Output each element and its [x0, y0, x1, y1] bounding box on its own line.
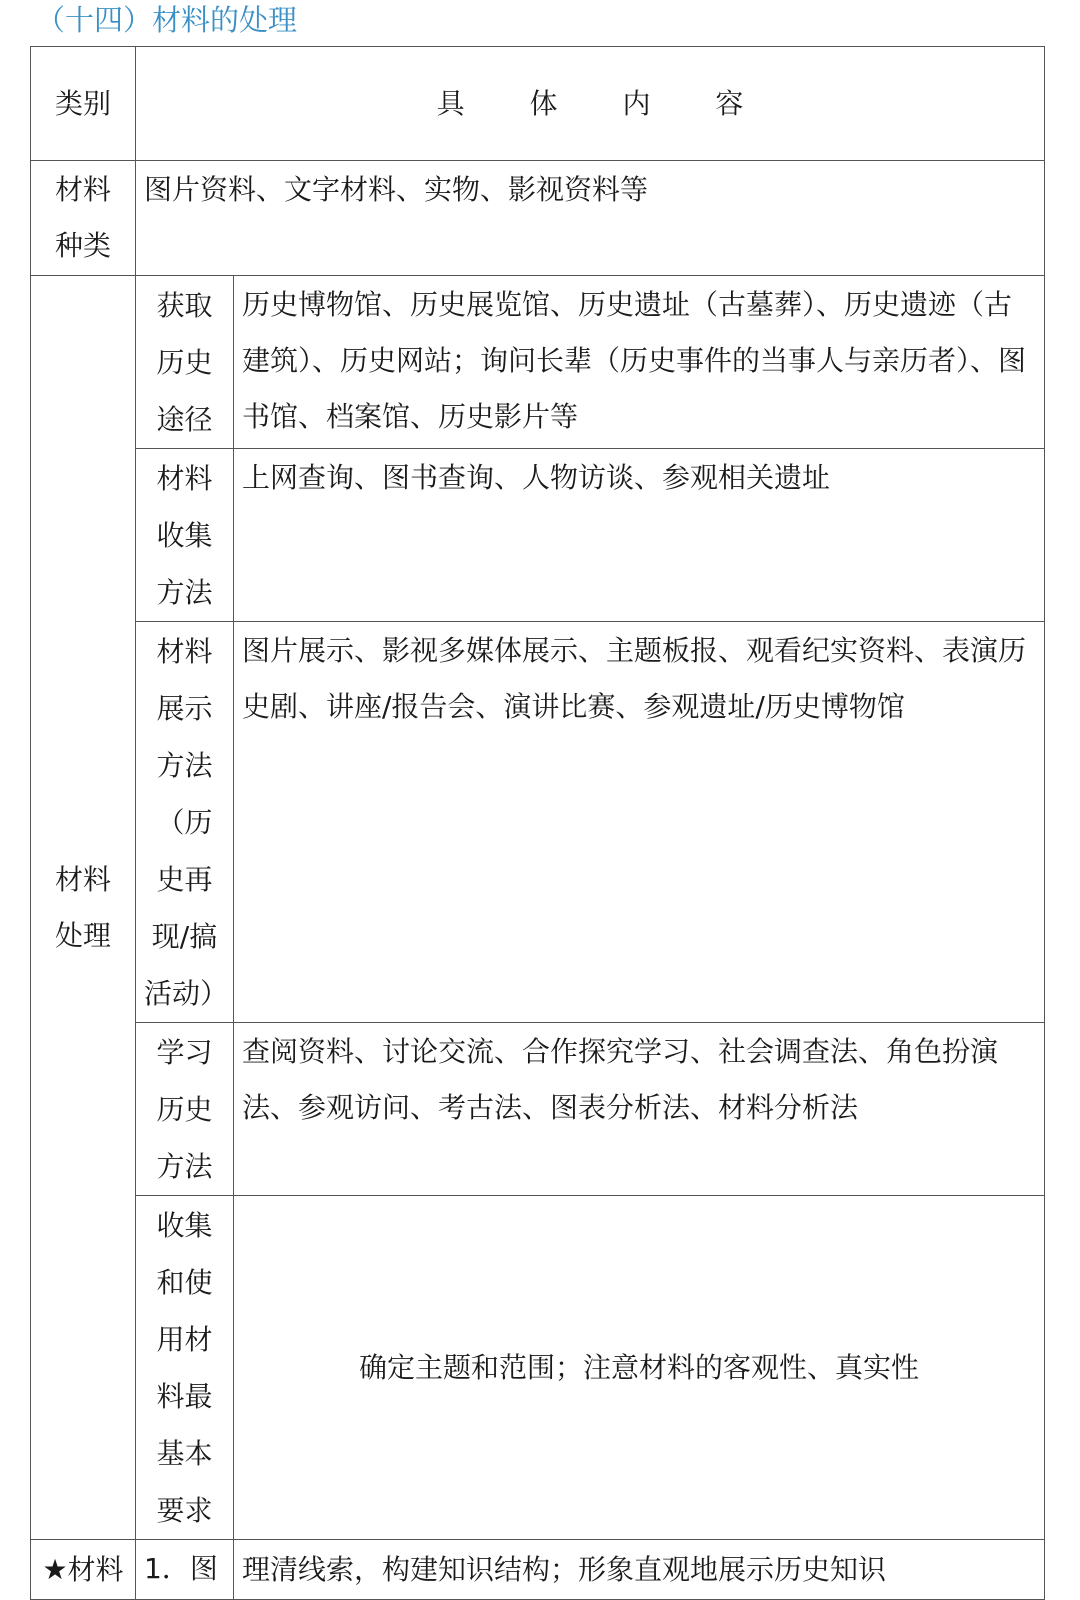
basic-requirement-content: 确定主题和范围；注意材料的客观性、真实性	[359, 1350, 920, 1384]
study-method-label-cell	[136, 1023, 234, 1196]
material-types-category-cell	[31, 161, 136, 276]
header-content-cell	[136, 47, 1045, 161]
collect-method-content-cell	[234, 449, 1045, 622]
display-method-content-cell	[234, 622, 1045, 1023]
material-types-content: 图片资料、文字材料、实物、影视资料等	[144, 173, 649, 206]
material-types-row	[31, 161, 1045, 276]
header-content-label: 具 体 内 容	[436, 86, 772, 120]
table-row	[31, 1196, 1045, 1540]
header-category-label: 类别	[54, 86, 111, 120]
last-row-label: 1．图	[144, 1552, 218, 1585]
table-header-row	[31, 47, 1045, 161]
material-types-content-cell	[136, 161, 1045, 276]
processing-category-cell	[31, 276, 136, 1540]
table-row	[31, 622, 1045, 1023]
table-row	[31, 449, 1045, 622]
display-method-label: 材料展示方法（历史再现/搞活动）	[144, 635, 229, 1010]
display-method-label-cell	[136, 622, 234, 1023]
last-row-content: 理清线索，构建知识结构；形象直观地展示历史知识	[242, 1553, 887, 1586]
acquire-path-label-cell	[136, 276, 234, 449]
display-method-content: 图片展示、影视多媒体展示、主题板报、观看纪实资料、表演历史剧、讲座/报告会、演讲比赛、参观遗址/历史博物馆	[242, 634, 1027, 723]
header-category-cell	[31, 47, 136, 161]
processing-category: 材料处理	[54, 862, 111, 952]
last-row-category: ★材料	[42, 1552, 124, 1586]
acquire-path-label: 获取历史途径	[156, 289, 213, 436]
acquire-path-content-cell	[234, 276, 1045, 449]
acquire-path-content: 历史博物馆、历史展览馆、历史遗址（古墓葬）、历史遗迹（古建筑）、历史网站；询问长辈（历史事件的当事人与亲历者）、图书馆、档案馆、历史影片等	[242, 288, 1027, 433]
table-row	[31, 1023, 1045, 1196]
collect-method-label: 材料收集方法	[156, 462, 213, 609]
collect-method-content: 上网查询、图书查询、人物访谈、参观相关遗址	[242, 461, 831, 494]
basic-requirement-label-cell	[136, 1196, 234, 1540]
table-row	[31, 276, 1045, 449]
study-method-content: 查阅资料、讨论交流、合作探究学习、社会调查法、角色扮演法、参观访问、考古法、图表分析法、材料分析法	[242, 1035, 999, 1124]
last-row-content-cell	[234, 1540, 1045, 1600]
material-processing-table	[30, 46, 1045, 1600]
last-row-label-cell	[136, 1540, 234, 1600]
material-types-category: 材料种类	[54, 173, 111, 262]
table-row	[31, 1540, 1045, 1600]
study-method-label: 学习历史方法	[156, 1036, 213, 1183]
collect-method-label-cell	[136, 449, 234, 622]
study-method-content-cell	[234, 1023, 1045, 1196]
section-heading: （十四）材料的处理	[36, 3, 298, 37]
basic-requirement-content-cell	[234, 1196, 1045, 1540]
last-row-category-cell	[31, 1540, 136, 1600]
basic-requirement-label: 收集和使用材料最基本要求	[156, 1209, 213, 1527]
